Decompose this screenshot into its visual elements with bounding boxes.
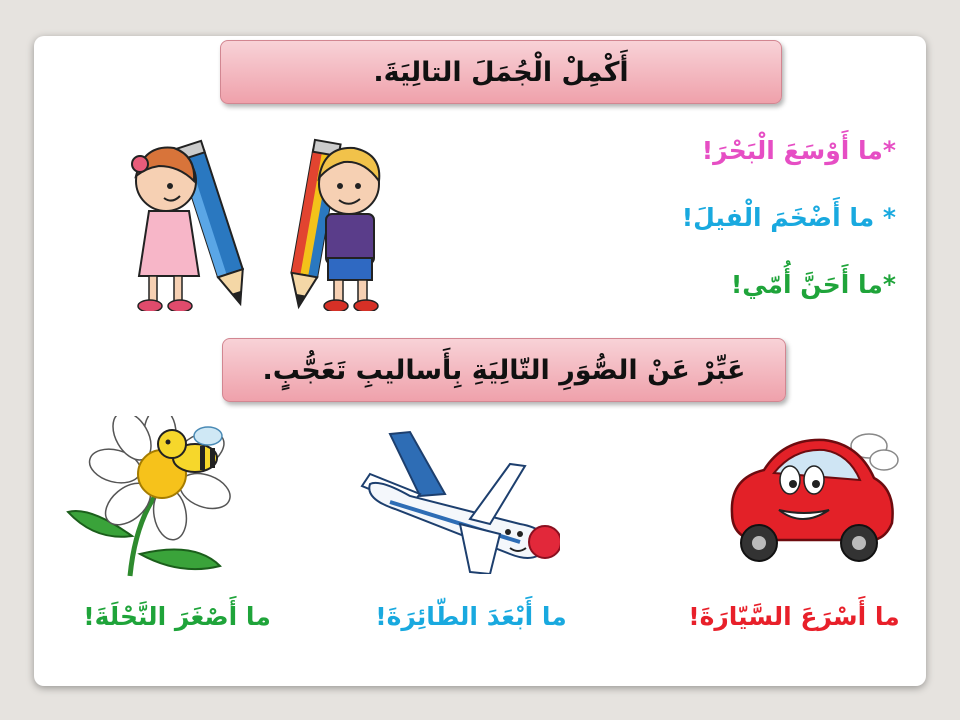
instruction-banner (222, 338, 786, 402)
sentence-sea: *ما أَوْسَعَ الْبَحْرَ! (701, 136, 896, 165)
caption-bee: ما أَصْغَرَ النَّحْلَةَ! (83, 602, 271, 631)
kids-with-pencils-image (104, 136, 384, 311)
sentence-elephant: * ما أَضْخَمَ الْفيلَ! (681, 203, 896, 232)
title-banner (220, 40, 782, 104)
title-text: أَكْمِلْ الْجُمَلَ التالِيَةَ. (373, 56, 629, 88)
airplane-image (350, 424, 560, 574)
caption-car: ما أَسْرَعَ السَّيّارَةَ! (688, 602, 900, 631)
red-car-image (724, 418, 904, 566)
slide (34, 36, 926, 686)
instruction-text: عَبِّرْ عَنْ الصُّوَرِ التّالِيَةِ بِأَساليبِ تَعَجُّبٍ. (262, 354, 746, 386)
caption-plane: ما أَبْعَدَ الطّائِرَةَ! (375, 602, 567, 631)
bee-on-flower-image (60, 416, 260, 581)
sentence-mother: *ما أَحَنَّ أُمّي! (730, 270, 896, 299)
